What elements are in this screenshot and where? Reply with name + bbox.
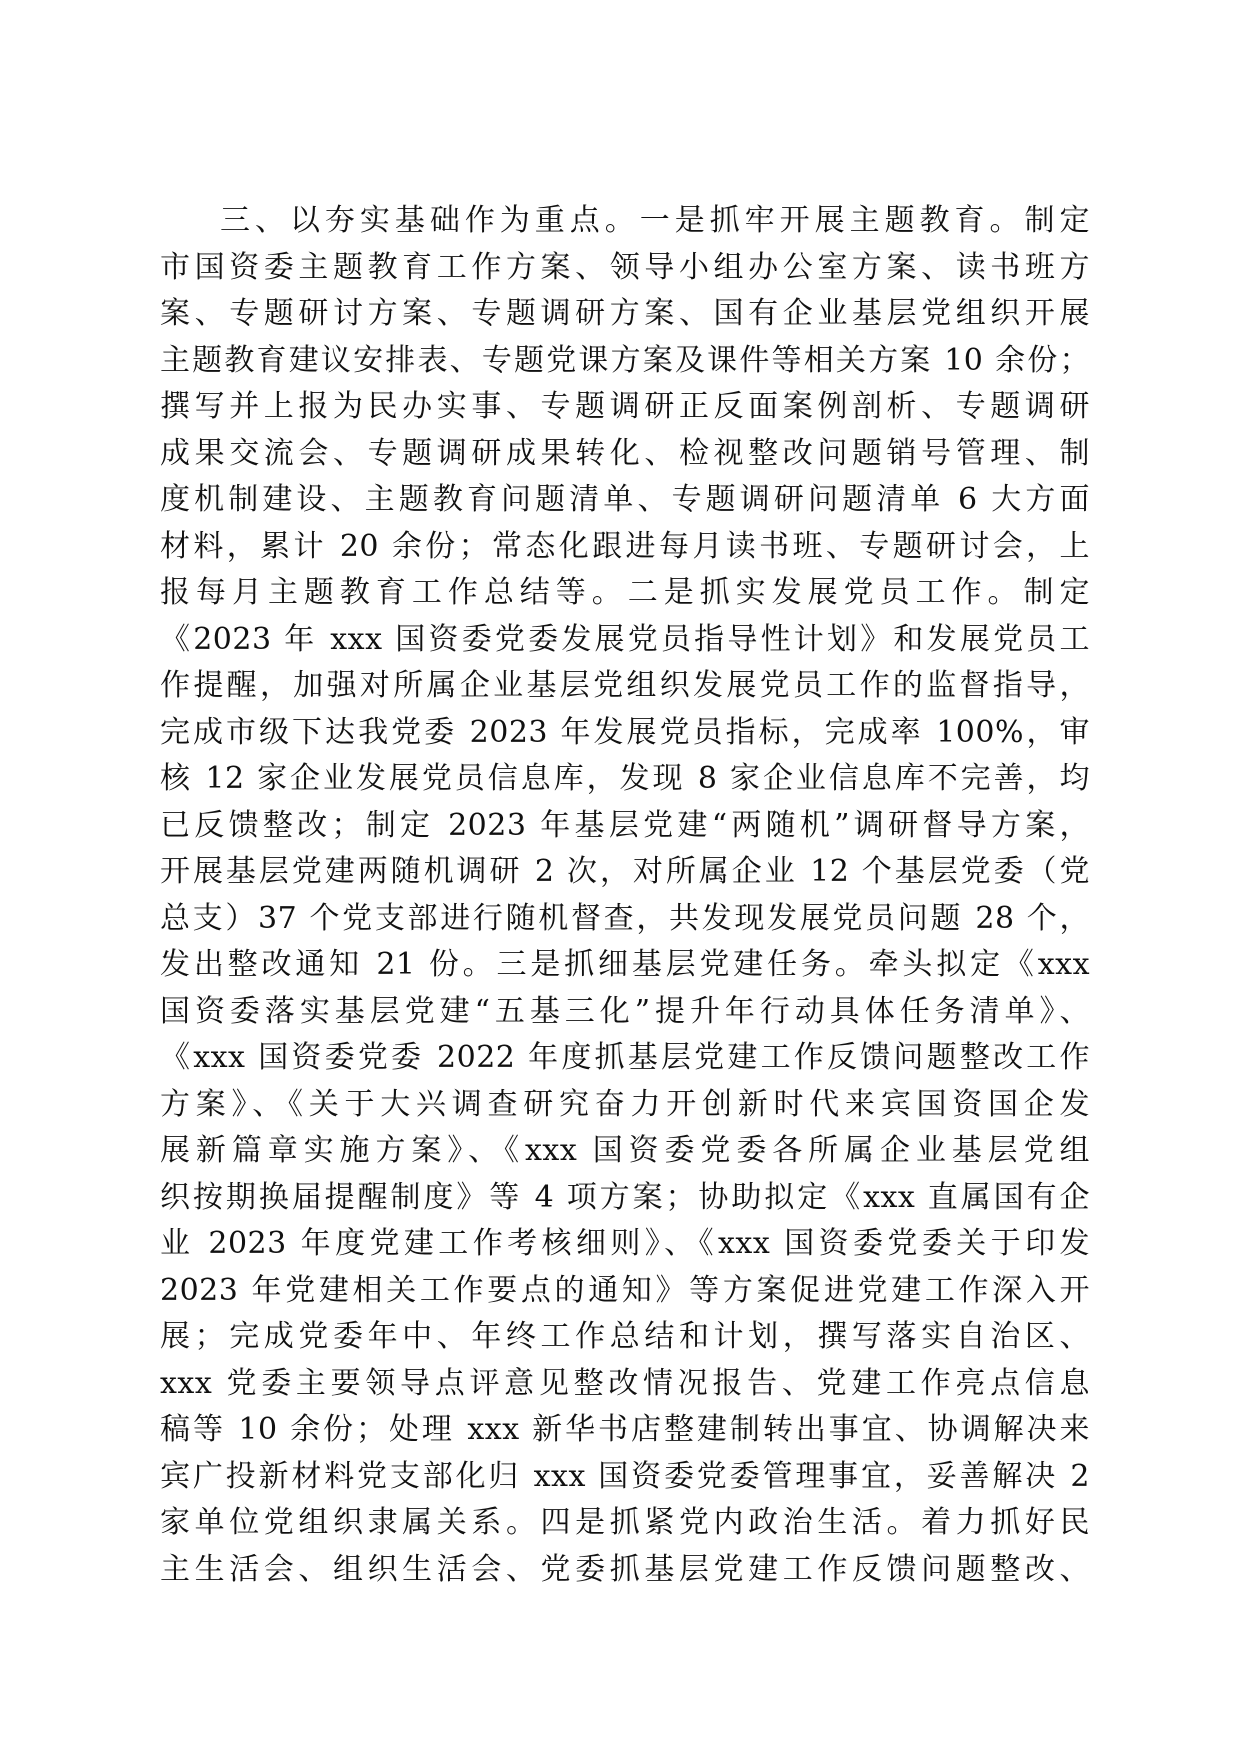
paragraph-line: 已反馈整改；制定 2023 年基层党建“两随机”调研督导方案， [160,807,1090,843]
paragraph-line: 市国资委主题教育工作方案、领导小组办公室方案、读书班方 [160,249,1090,285]
paragraph-line: 完成市级下达我党委 2023 年发展党员指标，完成率 100%，审 [160,714,1090,750]
paragraph-line: 作提醒，加强对所属企业基层党组织发展党员工作的监督指导， [160,668,1090,703]
paragraph-line: 方案》、《关于大兴调查研究奋力开创新时代来宾国资国企发 [160,1086,1090,1122]
body-paragraph [160,198,1090,1593]
paragraph-line: 织按期换届提醒制度》等 4 项方案；协助拟定《xxx 直属国有企 [160,1179,1090,1215]
paragraph-line: xxx 党委主要领导点评意见整改情况报告、党建工作亮点信息 [160,1365,1090,1401]
paragraph-line: 成果交流会、专题调研成果转化、检视整改问题销号管理、制 [160,435,1090,471]
paragraph-line: 家单位党组织隶属关系。四是抓紧党内政治生活。着力抓好民 [160,1505,1090,1540]
paragraph-line: 总支）37 个党支部进行随机督查，共发现发展党员问题 28 个， [160,900,1090,936]
paragraph-line: 发出整改通知 21 份。三是抓细基层党建任务。牵头拟定《xxx [160,947,1090,982]
paragraph-line: 展新篇章实施方案》、《xxx 国资委党委各所属企业基层党组 [160,1133,1090,1168]
paragraph-line: 主生活会、组织生活会、党委抓基层党建工作反馈问题整改、 [160,1551,1090,1587]
paragraph-line: 稿等 10 余份；处理 xxx 新华书店整建制转出事宜、协调解决来 [160,1412,1090,1447]
paragraph-line: 开展基层党建两随机调研 2 次，对所属企业 12 个基层党委（党 [160,854,1090,889]
paragraph-line: 展；完成党委年中、年终工作总结和计划，撰写落实自治区、 [160,1319,1090,1354]
paragraph-line: 主题教育建议安排表、专题党课方案及课件等相关方案 10 余份； [160,342,1090,378]
paragraph-line: 《2023 年 xxx 国资委党委发展党员指导性计划》和发展党员工 [160,621,1090,657]
paragraph-line: 2023 年党建相关工作要点的通知》等方案促进党建工作深入开 [160,1272,1090,1308]
paragraph-line: 业 2023 年度党建工作考核细则》、《xxx 国资委党委关于印发 [160,1226,1090,1261]
paragraph-line: 三、以夯实基础作为重点。一是抓牢开展主题教育。制定 [220,203,1090,238]
paragraph-line: 案、专题研讨方案、专题调研方案、国有企业基层党组织开展 [160,296,1090,331]
paragraph-line: 核 12 家企业发展党员信息库，发现 8 家企业信息库不完善，均 [160,761,1090,796]
paragraph-line: 材料，累计 20 余份；常态化跟进每月读书班、专题研讨会，上 [160,528,1090,564]
paragraph-line: 国资委落实基层党建“五基三化”提升年行动具体任务清单》、 [160,993,1090,1029]
paragraph-line: 宾广投新材料党支部化归 xxx 国资委党委管理事宜，妥善解决 2 [160,1458,1090,1494]
paragraph-line: 报每月主题教育工作总结等。二是抓实发展党员工作。制定 [160,575,1090,610]
paragraph-line: 《xxx 国资委党委 2022 年度抓基层党建工作反馈问题整改工作 [160,1040,1090,1075]
paragraph-line: 度机制建设、主题教育问题清单、专题调研问题清单 6 大方面 [160,482,1090,517]
paragraph-line: 撰写并上报为民办实事、专题调研正反面案例剖析、专题调研 [160,389,1090,424]
